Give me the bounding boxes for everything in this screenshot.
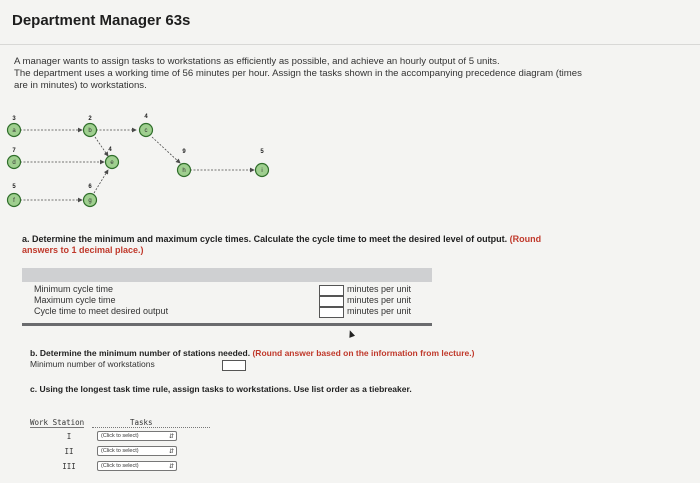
edge-g-e: [94, 170, 108, 193]
min-cycle-label: Minimum cycle time: [34, 284, 114, 294]
min-cycle-input[interactable]: [319, 285, 344, 296]
ws-header-divider: [92, 427, 210, 428]
min-stations-input[interactable]: [222, 360, 246, 371]
cycle-time-answer-table: [22, 268, 432, 326]
svg-text:f: f: [13, 198, 15, 204]
svg-text:4: 4: [108, 147, 112, 153]
question-a-note-2: answers to 1 decimal place.): [22, 245, 144, 255]
max-cycle-input[interactable]: [319, 296, 344, 307]
intro-line-2: The department uses a working time of 56 minutes per hour. Assign the tasks shown in the accompanying precedence diagram (times: [14, 68, 582, 79]
edge-b-e: [95, 137, 108, 156]
intro-line-3: are in minutes) to workstations.: [14, 80, 147, 91]
min-cycle-unit: minutes per unit: [347, 284, 412, 294]
svg-text:c: c: [144, 128, 148, 134]
node-i: [256, 149, 269, 177]
svg-text:a: a: [12, 128, 16, 134]
svg-text:i: i: [261, 168, 263, 174]
desired-cycle-unit: minutes per unit: [347, 306, 412, 316]
node-g: [84, 184, 97, 207]
svg-text:9: 9: [182, 149, 186, 155]
problem-statement: [14, 56, 694, 92]
svg-text:7: 7: [12, 148, 16, 154]
ws-row-1-station: I: [66, 432, 72, 441]
node-b: [84, 116, 97, 137]
question-a-text: a. Determine the minimum and maximum cycle times. Calculate the cycle time to meet the desired level of output.: [22, 234, 508, 244]
updown-arrow-icon: ⇵: [168, 463, 174, 470]
svg-text:b: b: [88, 128, 92, 134]
svg-text:4: 4: [144, 114, 148, 120]
edge-c-h: [152, 137, 180, 163]
desired-cycle-input[interactable]: [319, 307, 344, 318]
ws-row-3-station: III: [62, 462, 76, 471]
question-b-note: (Round answer based on the information from lecture.): [252, 348, 475, 358]
ws-row-2-task-select[interactable]: [97, 446, 177, 456]
updown-arrow-icon: ⇵: [168, 433, 174, 440]
svg-text:g: g: [88, 198, 92, 204]
workstation-table: [30, 418, 230, 483]
node-f: [8, 184, 21, 207]
min-stations-label: Minimum number of workstations: [30, 359, 155, 369]
node-d: [8, 148, 21, 169]
desired-cycle-label: Cycle time to meet desired output: [34, 306, 169, 316]
max-cycle-unit: minutes per unit: [347, 295, 412, 305]
diagram-edges: [20, 130, 254, 200]
ws-col-tasks: Tasks: [130, 418, 153, 427]
svg-text:6: 6: [88, 184, 92, 190]
question-a-note-1: (Round: [509, 234, 542, 244]
ws-row-3-task-select[interactable]: [97, 461, 177, 471]
svg-text:5: 5: [260, 149, 264, 155]
svg-text:d: d: [12, 160, 16, 166]
svg-text:2: 2: [88, 116, 92, 122]
svg-text:h: h: [182, 168, 186, 174]
mouse-cursor-icon: [347, 329, 355, 338]
question-b-text: b. Determine the minimum number of stations needed.: [30, 348, 251, 358]
title-bar: [0, 0, 700, 45]
node-e: [106, 147, 119, 169]
node-c: [140, 114, 153, 137]
intro-line-1: A manager wants to assign tasks to workstations as efficiently as possible, and achieve an hourly output of 5 units.: [14, 56, 500, 67]
max-cycle-label: Maximum cycle time: [34, 295, 116, 305]
updown-arrow-icon: ⇵: [168, 448, 174, 455]
question-c: c. Using the longest task time rule, assign tasks to workstations. Use list order as a tiebreaker.: [30, 384, 412, 394]
node-a: [8, 116, 21, 137]
page-title: Department Manager 63s: [12, 12, 191, 29]
precedence-diagram: [0, 100, 300, 210]
node-h: [178, 149, 191, 177]
ws-row-2-station: II: [64, 447, 74, 456]
svg-text:e: e: [110, 160, 114, 166]
ws-row-1-select-text: (Click to select): [101, 433, 139, 439]
answer-table-footer: [22, 323, 432, 326]
answer-table-header: [22, 268, 432, 282]
svg-text:5: 5: [12, 184, 16, 190]
question-a: [22, 234, 662, 256]
ws-row-3-select-text: (Click to select): [101, 463, 139, 469]
question-b: [30, 348, 474, 358]
ws-col-station: Work Station: [30, 418, 85, 427]
ws-row-2-select-text: (Click to select): [101, 448, 139, 454]
svg-text:3: 3: [12, 116, 16, 122]
ws-row-1-task-select[interactable]: [97, 431, 177, 441]
